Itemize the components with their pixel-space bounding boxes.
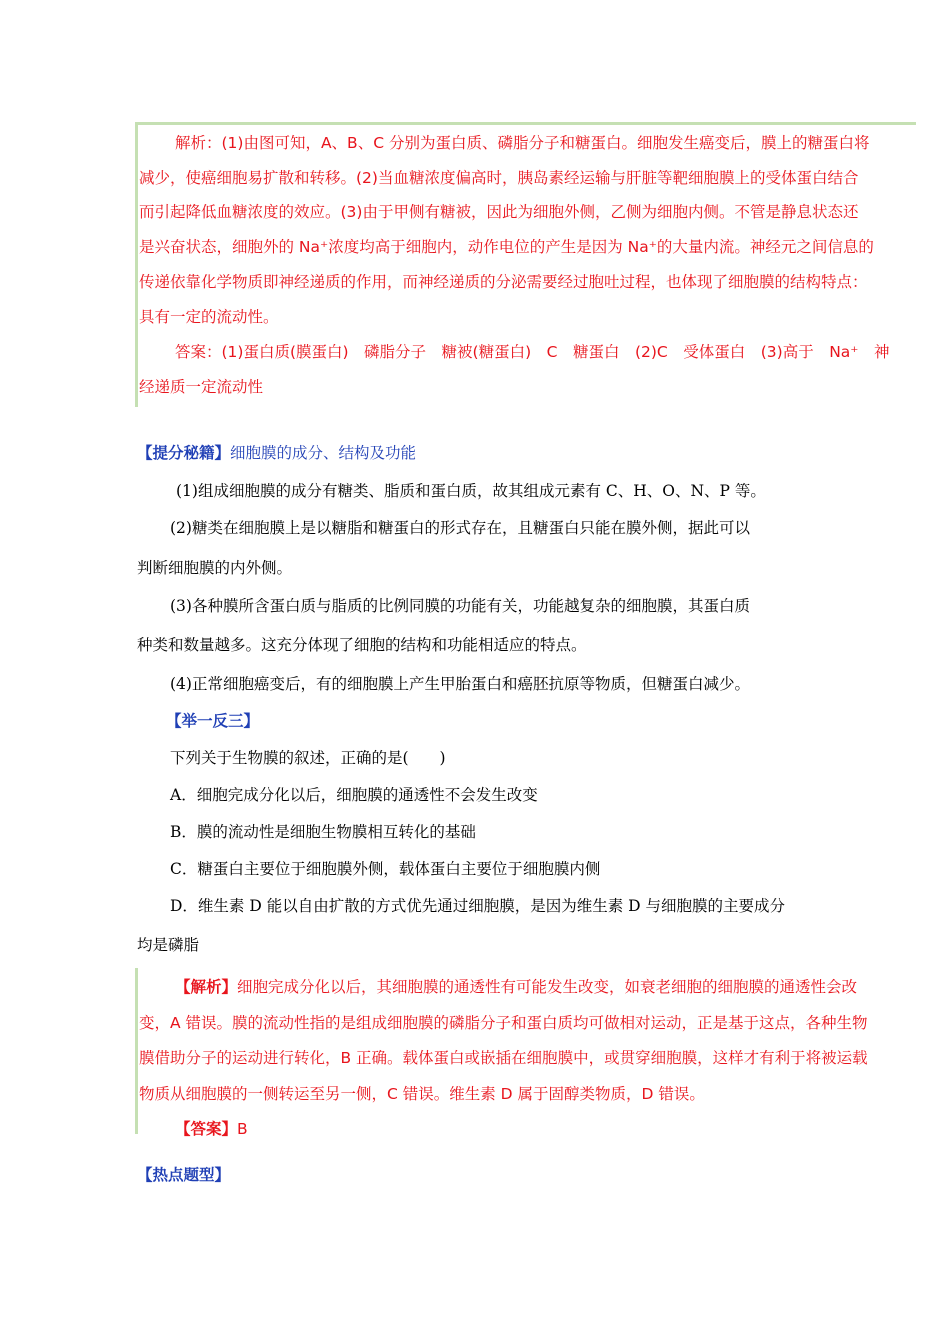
analysis-2-line-2: 变，A 错误。膜的流动性指的是组成细胞膜的磷脂分子和蛋白质均可做相对运动，正是基于这点，各种生物 bbox=[139, 1014, 868, 1032]
tips-line-1: (1)组成细胞膜的成分有糖类、脂质和蛋白质，故其组成元素有 C、H、O、N、P 等。 bbox=[176, 482, 766, 500]
analysis-1-line-4: 是兴奋状态，细胞外的 Na⁺浓度均高于细胞内，动作电位的产生是因为 Na⁺的大量内流。神经元之间信息的 bbox=[139, 238, 874, 256]
analysis-1-line-3: 而引起降低血糖浓度的效应。(3)由于甲侧有糖被，因此为细胞外侧，乙侧为细胞内侧。不管是静息状态还 bbox=[139, 203, 859, 221]
question-stem: 下列关于生物膜的叙述，正确的是( ) bbox=[170, 749, 446, 767]
tips-bracket: 【提分秘籍】 bbox=[137, 443, 231, 462]
tips-line-5: 种类和数量越多。这充分体现了细胞的结构和功能相适应的特点。 bbox=[137, 636, 587, 654]
answer-1-line-2: 经递质一定流动性 bbox=[139, 378, 264, 396]
analysis-2-line-4: 物质从细胞膜的一侧转运至另一侧，C 错误。维生素 D 属于固醇类物质，D 错误。 bbox=[139, 1085, 705, 1103]
analysis-1-line-6: 具有一定的流动性。 bbox=[139, 308, 279, 326]
analysis-2-line-3: 膜借助分子的运动进行转化，B 正确。载体蛋白或嵌插在细胞膜中，或贯穿细胞膜，这样才有利于将被运载 bbox=[139, 1049, 868, 1067]
option-a: A．细胞完成分化以后，细胞膜的通透性不会发生改变 bbox=[170, 786, 538, 804]
analysis-1-line-1: 解析：(1)由图可知，A、B、C 分别为蛋白质、磷脂分子和糖蛋白。细胞发生癌变后，膜上的糖蛋白将 bbox=[175, 134, 870, 152]
analysis-2-text: 细胞完成分化以后，其细胞膜的通透性有可能发生改变，如衰老细胞的细胞膜的通透性会改 bbox=[237, 978, 858, 996]
answer-1-line-1: 答案：(1)蛋白质(膜蛋白) 磷脂分子 糖被(糖蛋白) C 糖蛋白 (2)C 受体蛋白 (3)高于 Na⁺ 神 bbox=[175, 343, 890, 361]
analysis-1-line-2: 减少，使癌细胞易扩散和转移。(2)当血糖浓度偏高时，胰岛素经运输与肝脏等靶细胞膜上的受体蛋白结合 bbox=[139, 169, 859, 187]
tips-line-3: 判断细胞膜的内外侧。 bbox=[137, 559, 293, 577]
tips-line-2: (2)糖类在细胞膜上是以糖脂和糖蛋白的形式存在，且糖蛋白只能在膜外侧，据此可以 bbox=[170, 519, 750, 537]
hot-topic-heading: 【热点题型】 bbox=[137, 1165, 231, 1184]
option-b: B．膜的流动性是细胞生物膜相互转化的基础 bbox=[170, 823, 476, 841]
analysis-box-1 bbox=[135, 122, 916, 407]
option-d: D．维生素 D 能以自由扩散的方式优先通过细胞膜，是因为维生素 D 与细胞膜的主要成分 bbox=[170, 897, 785, 915]
analysis-2-line-1 bbox=[175, 975, 857, 997]
example-heading: 【举一反三】 bbox=[166, 711, 260, 730]
tips-heading bbox=[137, 441, 416, 463]
analysis-1-line-5: 传递依靠化学物质即神经递质的作用，而神经递质的分泌需要经过胞吐过程，也体现了细胞膜的结构特点： bbox=[139, 273, 868, 291]
option-d-continued: 均是磷脂 bbox=[137, 936, 200, 954]
option-c: C．糖蛋白主要位于细胞膜外侧，载体蛋白主要位于细胞膜内侧 bbox=[170, 860, 601, 878]
tips-line-6: (4)正常细胞癌变后，有的细胞膜上产生甲胎蛋白和癌胚抗原等物质，但糖蛋白减少。 bbox=[170, 675, 750, 693]
answer-2-label: 【答案】 bbox=[175, 1120, 238, 1138]
tips-title: 细胞膜的成分、结构及功能 bbox=[230, 444, 417, 462]
answer-2-line bbox=[175, 1117, 248, 1139]
answer-2-value: B bbox=[237, 1120, 248, 1138]
tips-line-4: (3)各种膜所含蛋白质与脂质的比例同膜的功能有关，功能越复杂的细胞膜，其蛋白质 bbox=[170, 597, 750, 615]
analysis-2-label: 【解析】 bbox=[175, 978, 238, 996]
